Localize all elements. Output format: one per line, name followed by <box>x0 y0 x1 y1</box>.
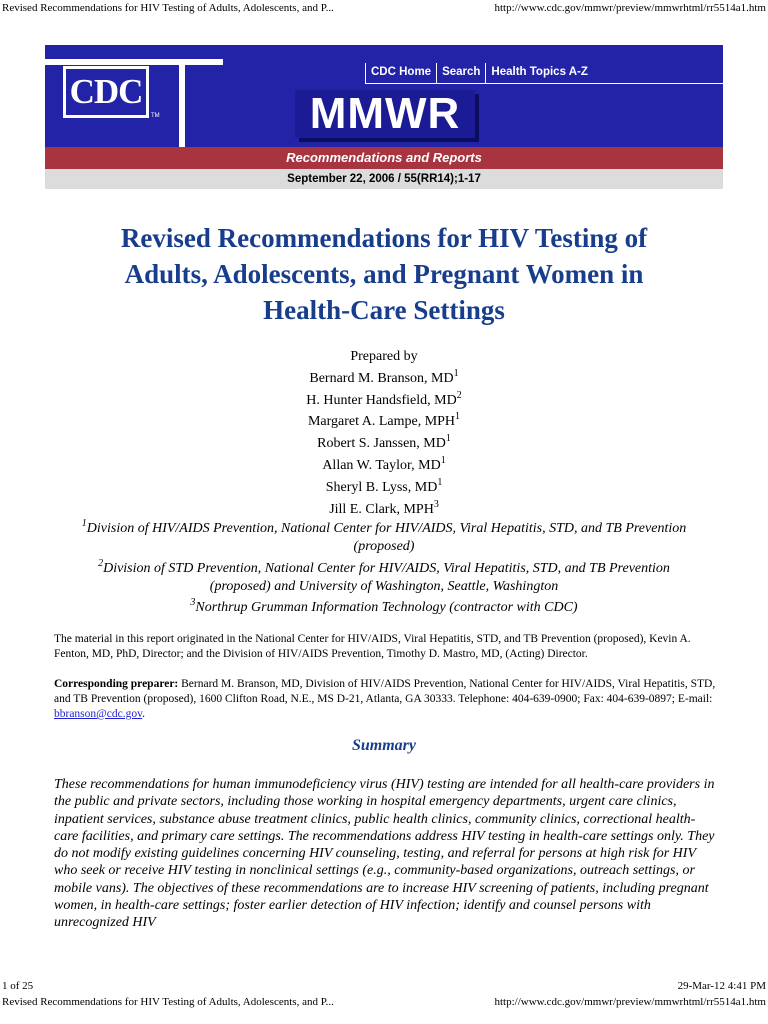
author: Margaret A. Lampe, MPH$^1$ <box>307 411 461 430</box>
affiliation-1: $^1$Division of HIV/AIDS Prevention, National Center for HIV/AIDS, Viral Hepatitis, STD, and TB Prevention (proposed) <box>81 518 687 554</box>
print-footer <box>0 978 768 994</box>
title-line-3: Health-Care Settings <box>263 295 505 325</box>
prepared-by: Prepared by <box>350 349 418 364</box>
author: Allan W. Taylor, $MD^1$ <box>322 454 446 473</box>
summary-heading: Summary <box>351 737 416 754</box>
issue-date: September 22, 2006 / 55(RR14);1-17 <box>45 169 723 189</box>
page-number: 1 of 25 <box>2 980 34 992</box>
print-footer-url <box>0 994 768 1010</box>
author: Sheryl B. Lyss, $MD^1$ <box>325 476 443 495</box>
series-bar: Recommendations and Reports <box>45 147 723 169</box>
title-line-1: Revised Recommendations for HIV Testing of <box>120 223 648 253</box>
print-timestamp: 29-Mar-12 4:41 PM <box>677 980 766 992</box>
mmwr-masthead[interactable]: MMWR <box>295 90 475 138</box>
author: H. Hunter Handsfield, $MD^2$ <box>306 389 462 408</box>
print-header-title: Revised Recommendations for HIV Testing of Adults, Adolescents, and P... <box>2 2 334 14</box>
report-title <box>40 220 728 328</box>
author-list <box>0 346 768 520</box>
footer-title: Revised Recommendations for HIV Testing of Adults, Adolescents, and P... <box>2 996 334 1008</box>
summary-text: These recommendations for human immunodeficiency virus (HIV) testing are intended for all health-care providers in the public and private sectors, including those working in hospital emergency departments, urgent care clinics, inpatient services, substance abuse treatment clinics, public health clinics, community clinics, correctional health-care facilities, and primary care settings. The recommendations address HIV testing in health-care settings only. They do not modify existing guidelines concerning HIV counseling, testing, and referral for persons at high risk for HIV who seek or receive HIV testing in nonclinical settings (e.g., community-based organizations, outreach settings, or mobile vans). The objectives of these recommendations are to increase HIV screening of patients, including pregnant women, in health-care settings; foster earlier detection of HIV infection; identify and counsel persons with unrecognized HIV <box>54 777 715 931</box>
affiliation-3: $^3$Northrup Grumman Information Technology (contractor with CDC) <box>190 597 578 615</box>
title-line-2: Adults, Adolescents, and Pregnant Women in <box>124 259 644 289</box>
nav-cdc-home[interactable]: CDC Home <box>365 63 436 83</box>
footer-url: http://www.cdc.gov/mmwr/preview/mmwrhtml/rr5514a1.htm <box>494 996 766 1008</box>
cdc-logo[interactable] <box>63 66 149 118</box>
author: Jill E. Clark, MPH$^3$ <box>329 498 439 517</box>
mmwr-banner <box>45 45 723 189</box>
affiliation-2: $^2$Division of STD Prevention, National Center for HIV/AIDS, Viral Hepatitis, STD, and TB Prevention (proposed) and University of Washington, Seattle, Washington <box>98 558 670 594</box>
nav-health-topics[interactable]: Health Topics A-Z <box>485 63 592 83</box>
top-nav <box>365 63 593 83</box>
nav-divider <box>365 83 723 84</box>
origin-note: The material in this report originated in the National Center for HIV/AIDS, Viral Hepatitis, STD, and TB Prevention (proposed), Kevin A. Fenton, MD, PhD, Director; and the Division of HIV/AIDS Prevention, Timothy D. Mastro, MD, (Acting) Director. <box>54 633 691 660</box>
corresponding-preparer: Corresponding preparer: Bernard M. Branson, MD, Division of HIV/AIDS Prevention, National Center for HIV/AIDS, Viral Hepatitis, STD, and TB Prevention (proposed), 1600 Clifton Road, N.E., MS D-21, Atlanta, GA 30333. Telephone: 404-639-0900; Fax: 404-639-0897; E-mail: bbranson@cdc.gov. <box>54 678 716 720</box>
author: Robert S. Janssen, $MD^1$ <box>317 433 451 452</box>
cdc-logo-text: CDC <box>69 72 143 111</box>
trademark: TM <box>151 113 160 119</box>
print-header-url: http://www.cdc.gov/mmwr/preview/mmwrhtml/rr5514a1.htm <box>494 2 766 14</box>
email-link[interactable]: bbranson@cdc.gov <box>54 708 143 720</box>
author: Bernard M. Branson, $MD^1$ <box>309 367 459 386</box>
nav-search[interactable]: Search <box>436 63 485 83</box>
corresponding-label: Corresponding preparer: <box>54 678 179 690</box>
print-header <box>0 0 768 16</box>
